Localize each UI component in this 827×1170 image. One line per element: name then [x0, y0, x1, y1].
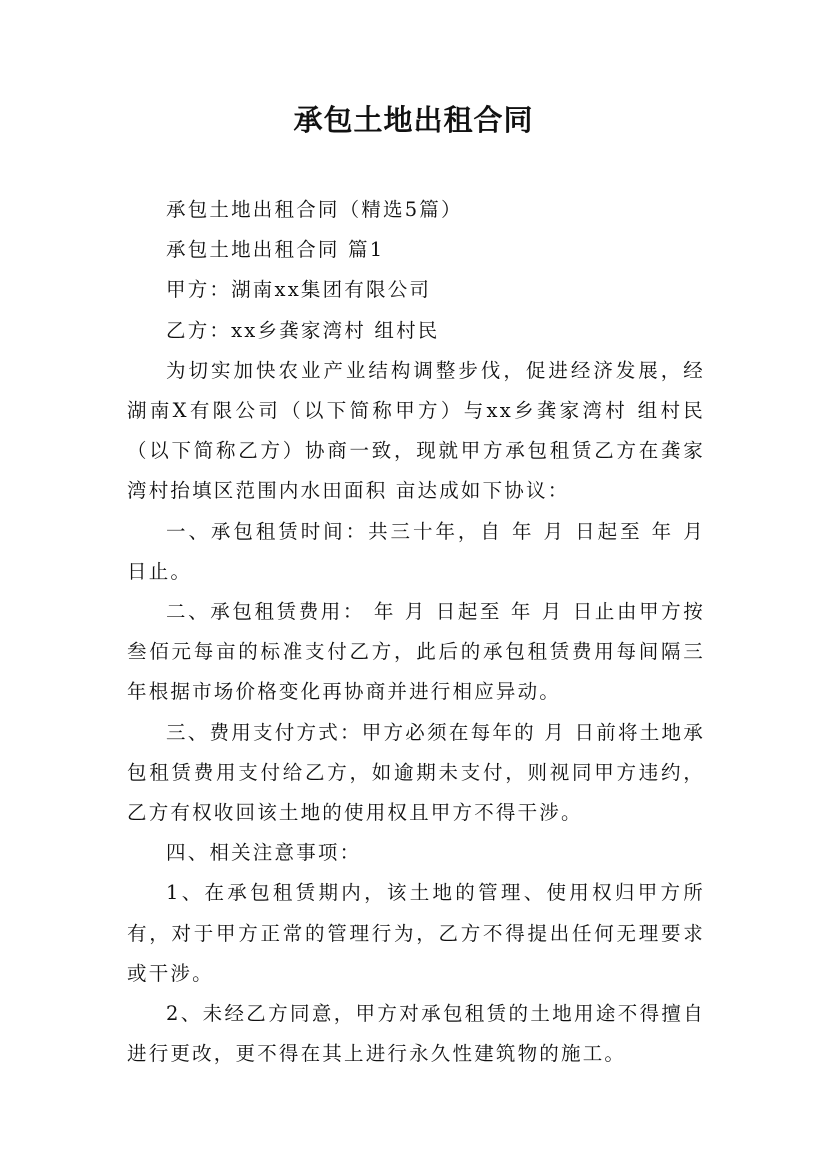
- paragraph-preamble: 为切实加快农业产业结构调整步伐，促进经济发展，经湖南X有限公司（以下简称甲方）与xx乡龚家湾村 组村民（以下简称乙方）协商一致，现就甲方承包租赁乙方在龚家湾村抬填区范围内水田面积 亩达成如下协议：: [127, 358, 705, 503]
- document-body: [127, 190, 705, 1074]
- paragraph-clause-3: 三、费用支付方式：甲方必须在每年的 月 日前将土地承包租赁费用支付给乙方，如逾期未支付，则视同甲方违约，乙方有权收回该土地的使用权且甲方不得干涉。: [127, 720, 705, 825]
- document-title: 承包土地出租合同: [293, 103, 534, 137]
- paragraph-clause-2: 二、承包租赁费用： 年 月 日起至 年 月 日止由甲方按叁佰元每亩的标准支付乙方，此后的承包租赁费用每间隔三年根据市场价格变化再协商并进行相应异动。: [127, 600, 705, 704]
- paragraph-section-heading: 承包土地出租合同 篇1: [166, 238, 385, 262]
- paragraph-note-1: 1、在承包租赁期内，该土地的管理、使用权归甲方所有，对于甲方正常的管理行为，乙方不得提出任何无理要求或干涉。: [127, 881, 705, 985]
- paragraph-clause-4-heading: 四、相关注意事项：: [166, 841, 362, 865]
- paragraph-party-a: 甲方：湖南xx集团有限公司: [166, 278, 432, 302]
- paragraph-clause-1: 一、承包租赁时间：共三十年，自 年 月 日起至 年 月 日止。: [127, 519, 705, 583]
- paragraph-subtitle: 承包土地出租合同（精选5篇）: [166, 198, 463, 221]
- paragraph-party-b: 乙方：xx乡龚家湾村 组村民: [166, 318, 440, 342]
- paragraph-note-2: 2、未经乙方同意，甲方对承包租赁的土地用途不得擅自进行更改，更不得在其上进行永久性建筑物的施工。: [127, 1002, 705, 1066]
